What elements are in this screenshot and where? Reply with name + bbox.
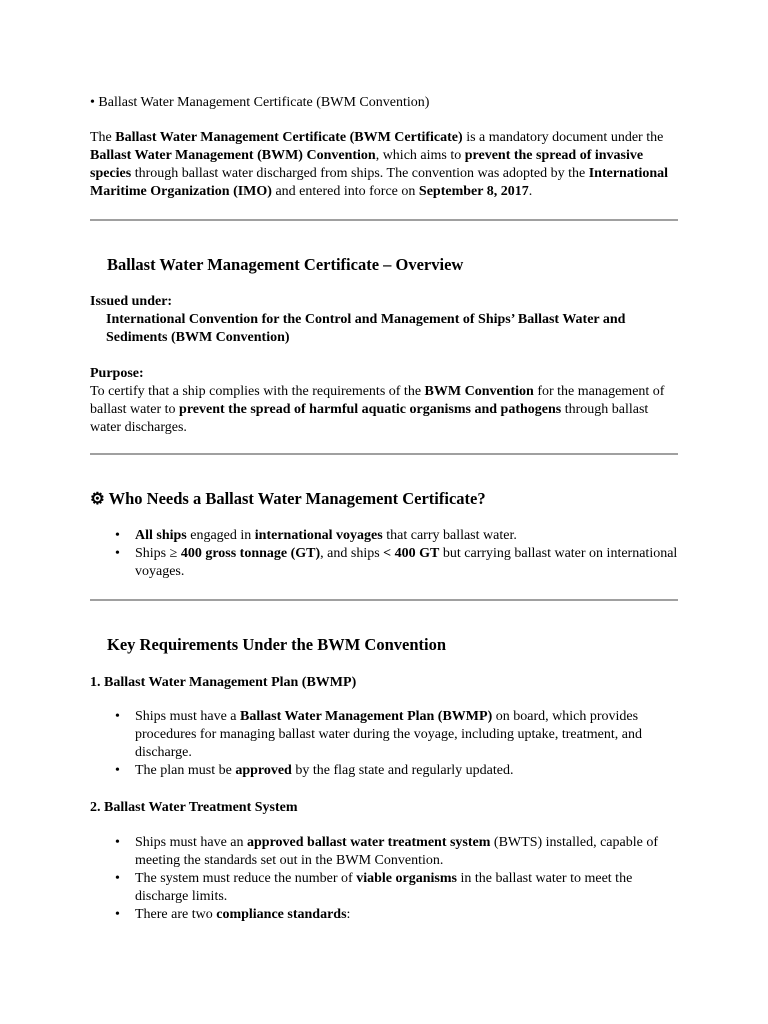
bold-text: BWM Convention: [424, 384, 534, 399]
purpose-text: [90, 383, 678, 437]
intro-paragraph: [90, 129, 678, 201]
bold-text: < 400 GT: [383, 546, 440, 561]
text-run: by the flag state and regularly updated.: [291, 763, 514, 778]
section-2-list: [90, 834, 678, 924]
list-item: [135, 545, 678, 581]
text-run: Ships must have a: [135, 709, 240, 724]
text-run: through ballast water discharges.: [90, 402, 649, 435]
text-run: There are two: [135, 907, 217, 922]
text-run: that carry ballast water.: [382, 528, 517, 543]
text-run: To certify that a ship complies with the requirements of the: [90, 384, 425, 399]
bold-text: compliance standards: [216, 907, 347, 922]
text-run: :: [346, 907, 351, 922]
bold-text: International Maritime Organization (IMO): [90, 166, 669, 199]
intro-text: [90, 129, 678, 201]
requirements-heading: Key Requirements Under the BWM Convention: [107, 635, 447, 654]
who-needs-heading-text: Who Needs a Ballast Water Management Certificate?: [108, 489, 486, 508]
section-1-list: [90, 708, 678, 780]
issued-under-block: [90, 293, 678, 347]
bold-text: September 8, 2017: [418, 184, 529, 199]
text-run: Ships ≥: [135, 546, 181, 561]
text-run: through ballast water discharged from ships. The convention was adopted by the: [131, 166, 589, 181]
list-item: [135, 906, 678, 924]
text-run: , which aims to: [375, 148, 465, 163]
horizontal-rule-2: [90, 453, 678, 455]
text-run: Ships must have an: [135, 835, 247, 850]
who-needs-list-block: [90, 527, 678, 581]
text-run: The: [90, 130, 116, 145]
purpose-block: [90, 365, 678, 437]
text-run: but carrying ballast water on international voyages.: [135, 546, 678, 579]
overview-heading: Ballast Water Management Certificate – Overview: [107, 255, 464, 274]
list-item: [135, 834, 678, 870]
issued-under-value: International Convention for the Control and Management of Ships’ Ballast Water and Sediments (BWM Convention): [106, 312, 626, 345]
bold-text: Ballast Water Management (BWM) Convention: [90, 148, 376, 163]
text-run: on board, which provides procedures for managing ballast water during the voyage, including uptake, treatment, and discharge.: [135, 709, 642, 760]
horizontal-rule-3: [90, 599, 678, 601]
bold-text: prevent the spread of harmful aquatic organisms and pathogens: [179, 402, 562, 417]
section-2-title: 2. Ballast Water Treatment System: [90, 800, 298, 815]
text-run: engaged in: [186, 528, 255, 543]
document-title-line: • Ballast Water Management Certificate (BWM Convention): [90, 95, 430, 110]
bold-text: prevent the spread of invasive species: [90, 148, 644, 181]
bold-text: 400 gross tonnage (GT): [180, 546, 321, 561]
who-needs-heading: [90, 489, 486, 509]
text-run: in the ballast water to meet the discharge limits.: [135, 871, 633, 904]
text-run: is a mandatory document under the: [462, 130, 664, 145]
list-item: [135, 870, 678, 906]
bold-text: Ballast Water Management Certificate (BWM Certificate): [115, 130, 463, 145]
bold-text: viable organisms: [356, 871, 457, 886]
text-run: The system must reduce the number of: [135, 871, 357, 886]
section-1-title: 1. Ballast Water Management Plan (BWMP): [90, 675, 357, 690]
bold-text: All ships: [135, 528, 187, 543]
text-run: .: [528, 184, 533, 199]
who-needs-list: [90, 527, 678, 581]
list-item: [135, 762, 678, 780]
bold-text: international voyages: [254, 528, 383, 543]
text-run: for the management of ballast water to: [90, 384, 665, 417]
text-run: (BWTS) installed, capable of meeting the standards set out in the BWM Convention.: [135, 835, 658, 868]
issued-under-label: Issued under:: [90, 294, 173, 309]
purpose-label: Purpose:: [90, 366, 144, 381]
list-item: [135, 527, 678, 545]
horizontal-rule-1: [90, 219, 678, 221]
text-run: and entered into force on: [271, 184, 419, 199]
bold-text: Ballast Water Management Plan (BWMP): [240, 709, 493, 724]
bold-text: approved: [235, 763, 292, 778]
text-run: , and ships: [320, 546, 384, 561]
section-2-list-block: [90, 834, 678, 924]
text-run: The plan must be: [135, 763, 236, 778]
list-item: [135, 708, 678, 762]
gear-icon: ⚙: [90, 489, 105, 508]
bold-text: approved ballast water treatment system: [247, 835, 491, 850]
section-1-list-block: [90, 708, 678, 780]
